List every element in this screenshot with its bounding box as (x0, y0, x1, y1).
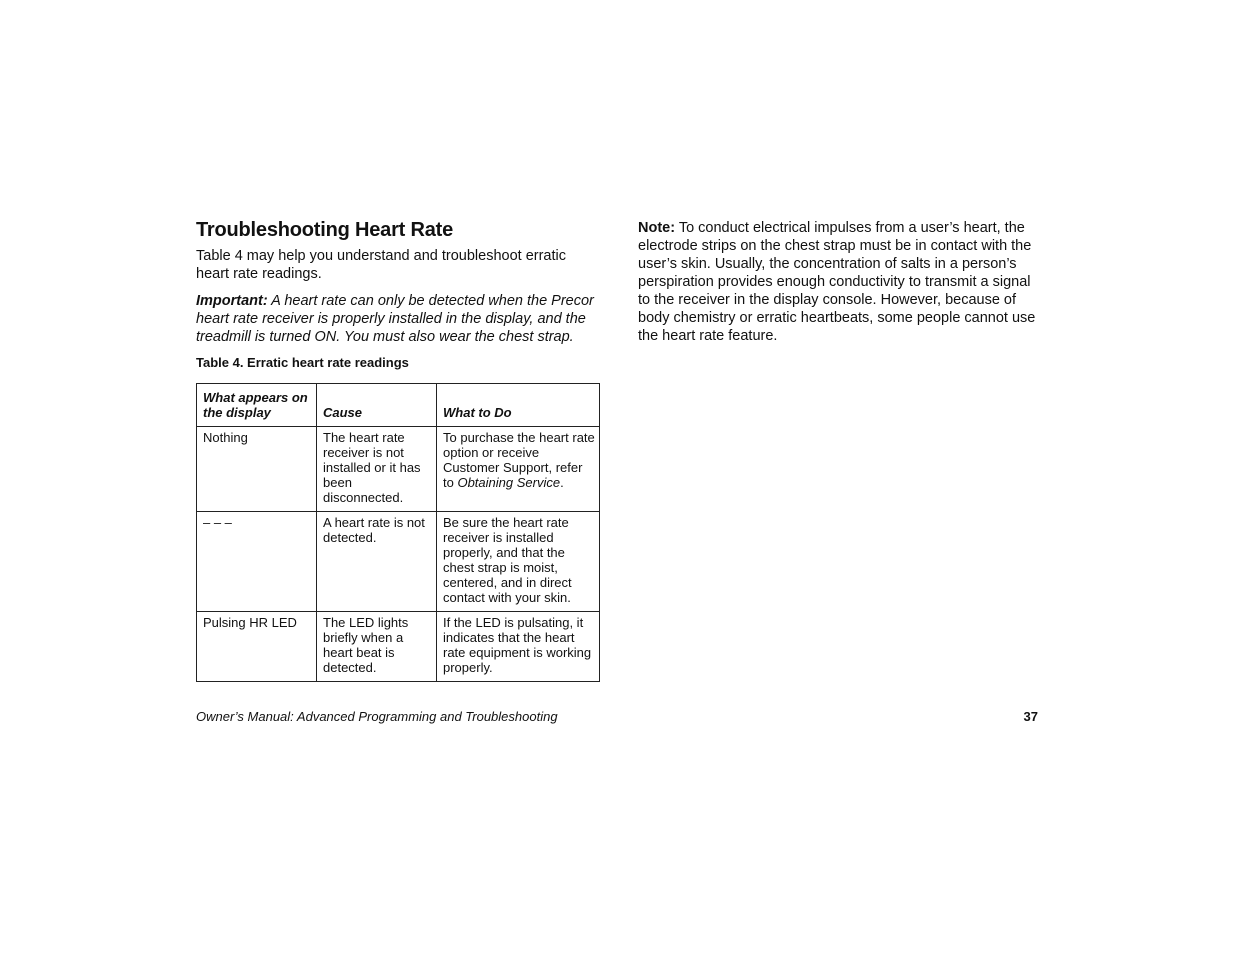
page-number: 37 (1023, 709, 1038, 724)
cause-cell: A heart rate is not detected. (317, 512, 437, 612)
display-cell: Nothing (197, 427, 317, 512)
note-text: To conduct electrical impulses from a user’s heart, the electrode strips on the chest strap must be in contact with the user’s skin. Usually, the concentration of salts in a person’s perspiration provides enough conductivity to transmit a signal to the receiver in the display console. However, because of body chemistry or erratic heartbeats, some people cannot use the heart rate feature. (638, 220, 1036, 344)
table-row (197, 512, 600, 612)
right-column (638, 219, 1040, 345)
table-caption: Table 4. Erratic heart rate readings (196, 355, 409, 370)
display-cell: Pulsing HR LED (197, 612, 317, 682)
table-row (197, 427, 600, 512)
cause-cell: The LED lights briefly when a heart beat is detected. (317, 612, 437, 682)
important-text: A heart rate can only be detected when the Precor heart rate receiver is properly installed in the display, and the treadmill is turned ON. You must also wear the chest strap. (196, 293, 594, 345)
section-heading: Troubleshooting Heart Rate (196, 219, 454, 241)
note-paragraph (638, 219, 1040, 345)
action-suffix: . (560, 475, 564, 490)
important-paragraph (196, 292, 600, 346)
footer-manual-title: Owner’s Manual: Advanced Programming and Troubleshooting (196, 709, 558, 724)
cause-cell: The heart rate receiver is not installed or it has been disconnected. (317, 427, 437, 512)
table-header-row (197, 384, 600, 427)
note-label: Note: (638, 220, 676, 236)
action-cell: If the LED is pulsating, it indicates that the heart rate equipment is working properly. (437, 612, 600, 682)
left-column (196, 217, 600, 682)
column-header-display: What appears on the display (197, 384, 317, 427)
intro-paragraph: Table 4 may help you understand and troubleshoot erratic heart rate readings. (196, 248, 566, 282)
action-cell (437, 427, 600, 512)
column-header-cause: Cause (317, 384, 437, 427)
erratic-readings-table (196, 383, 600, 682)
action-text: To purchase the heart rate option or receive Customer Support, refer to (443, 430, 595, 490)
obtaining-service-reference: Obtaining Service (457, 475, 561, 490)
column-header-action: What to Do (437, 384, 600, 427)
display-cell: – – – (197, 512, 317, 612)
action-cell: Be sure the heart rate receiver is installed properly, and that the chest strap is moist, centered, and in direct contact with your skin. (437, 512, 600, 612)
important-label: Important: (196, 293, 268, 309)
table-row (197, 612, 600, 682)
